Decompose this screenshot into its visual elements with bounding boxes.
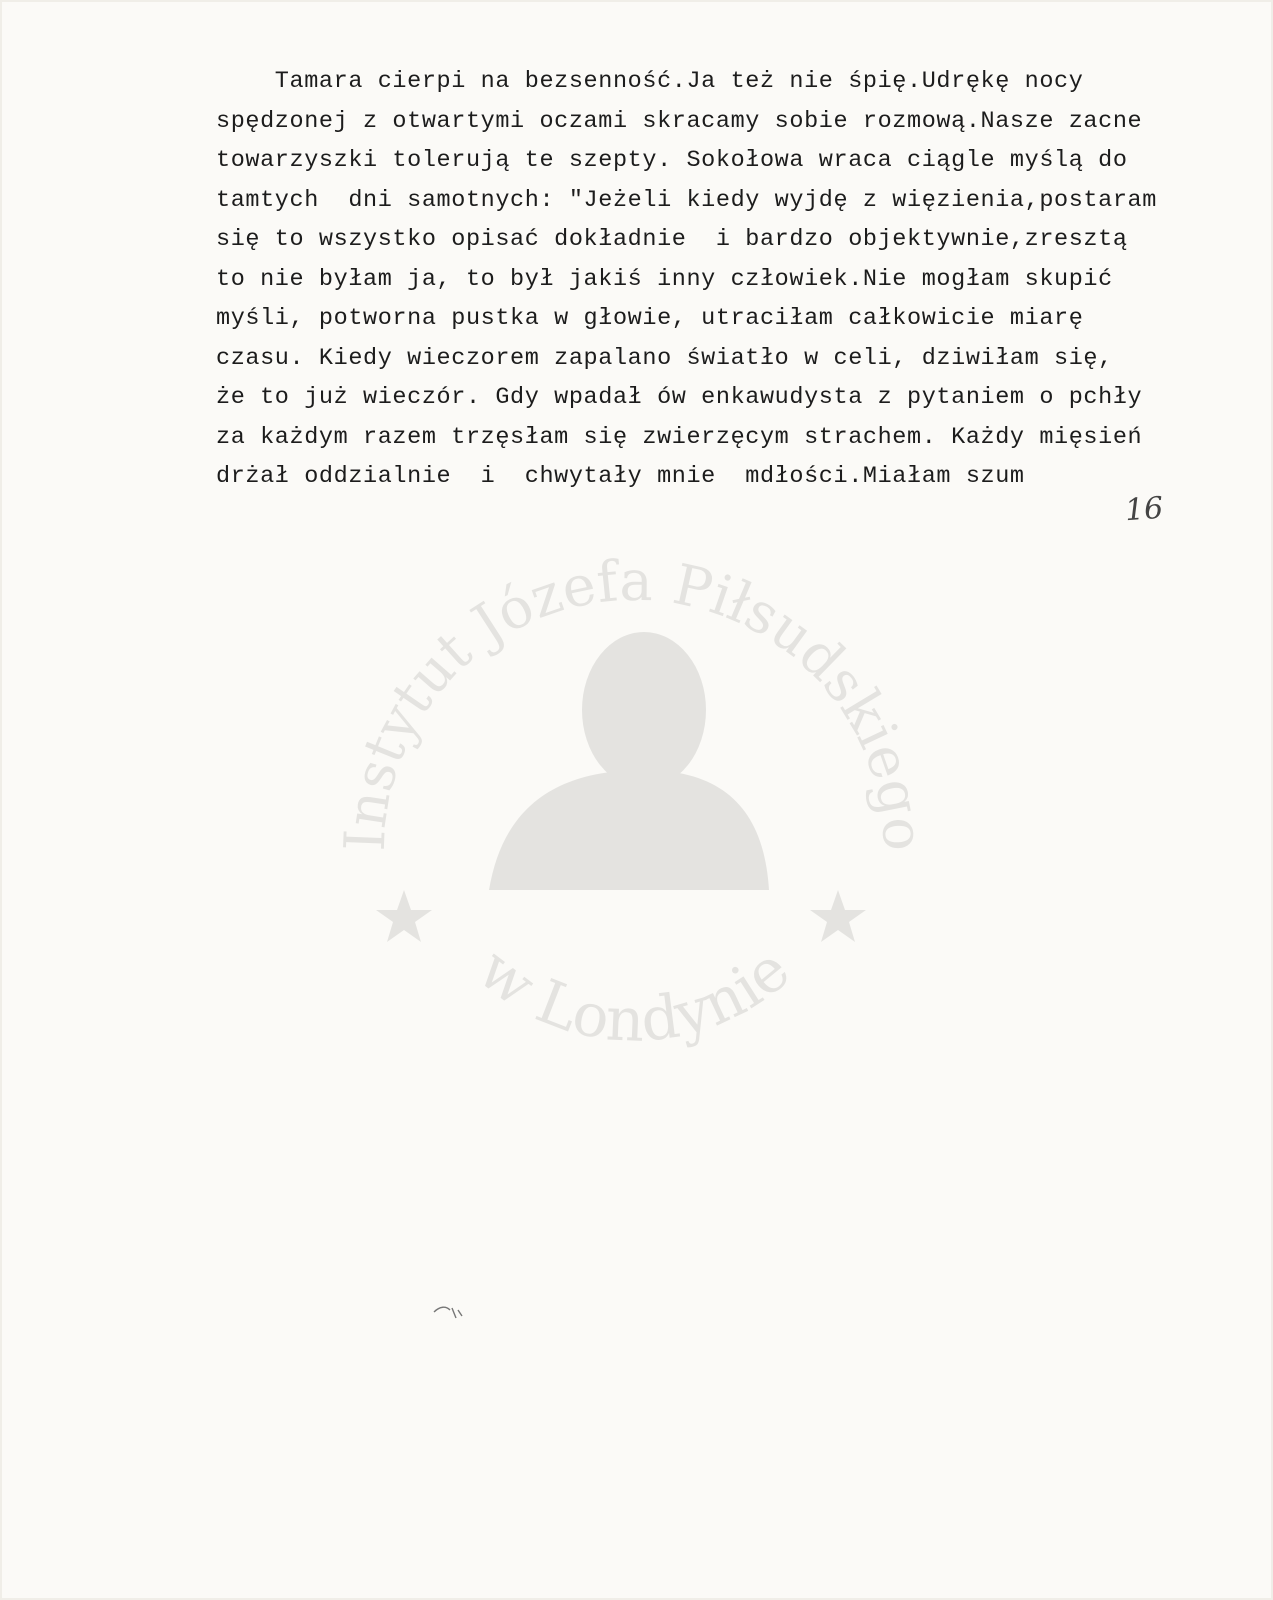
text-line: drżał oddzialnie i chwytały mnie mdłości.Miałam szum [216, 463, 1025, 490]
typewritten-text [216, 62, 1256, 497]
portrait-bust-icon [489, 632, 769, 890]
watermark-top-text: Instytut Józefa Piłsudskiego [332, 548, 936, 853]
text-line: że to już wieczór. Gdy wpadał ów enkawudysta z pytaniem o pchły [216, 384, 1143, 411]
text-line: czasu. Kiedy wieczorem zapalano światło w celi, dziwiłam się, [216, 344, 1113, 372]
watermark-bottom-text: w Londynie [465, 933, 804, 1056]
star-right-icon [810, 890, 866, 942]
handwritten-page-number: 16 [1123, 490, 1165, 529]
text-line: za każdym razem trzęsłam się zwierzęcym strachem. Każdy mięsień [216, 423, 1143, 451]
text-line: tamtych dni samotnych: "Jeżeli kiedy wyjdę z więzienia,postaram [216, 186, 1157, 214]
institute-watermark [314, 470, 954, 1110]
text-line: to nie byłam ja, to był jakiś inny człowiek.Nie mogłam skupić [216, 265, 1113, 293]
text-line: myśli, potworna pustka w głowie, utraciłam całkowicie miarę [216, 305, 1084, 332]
stray-ink-mark [432, 1302, 472, 1322]
text-line: Tamara cierpi na bezsenność.Ja też nie śpię.Udrękę nocy [216, 68, 1084, 95]
text-line: towarzyszki tolerują te szepty. Sokołowa wraca ciągle myślą do [216, 147, 1128, 174]
text-line: spędzonej z otwartymi oczami skracamy sobie rozmową.Nasze zacne [216, 107, 1143, 135]
star-left-icon [376, 890, 432, 942]
text-line: się to wszystko opisać dokładnie i bardzo objektywnie,zresztą [216, 226, 1128, 253]
